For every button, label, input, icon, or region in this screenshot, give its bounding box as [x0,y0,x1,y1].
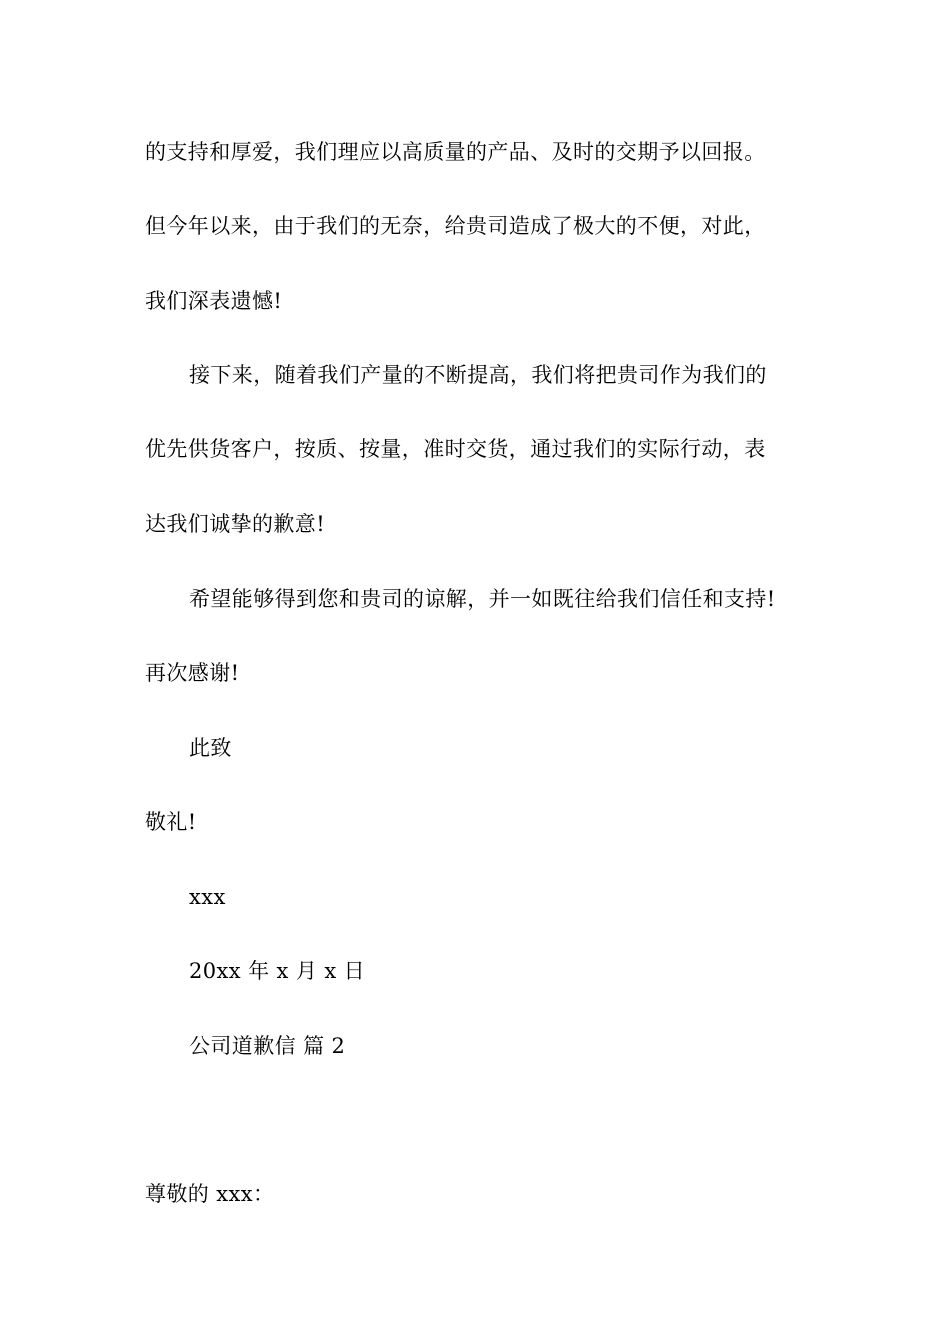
paragraph-line: 我们深表遗憾! [145,289,283,313]
paragraph-line: 的支持和厚爱，我们理应以高质量的产品、及时的交期予以回报。 [145,140,766,164]
closing-regards: 敬礼! [145,810,197,834]
paragraph-line: 优先供货客户，按质、按量，准时交货，通过我们的实际行动，表 [145,437,766,461]
paragraph-line: 希望能够得到您和贵司的谅解，并一如既往给我们信任和支持! [189,587,776,611]
greeting-line: 尊敬的 xxx： [145,1182,275,1206]
signature: xxx [189,885,226,909]
paragraph-line: 达我们诚挚的歉意! [145,512,326,536]
paragraph-line: 但今年以来，由于我们的无奈，给贵司造成了极大的不便，对此， [145,214,766,238]
paragraph-line: 接下来，随着我们产量的不断提高，我们将把贵司作为我们的 [189,363,767,387]
date-line: 20xx 年 x 月 x 日 [189,959,366,983]
paragraph-line: 再次感谢! [145,661,240,685]
section-heading: 公司道歉信 篇 2 [189,1034,346,1058]
closing-salutation: 此致 [189,736,232,760]
